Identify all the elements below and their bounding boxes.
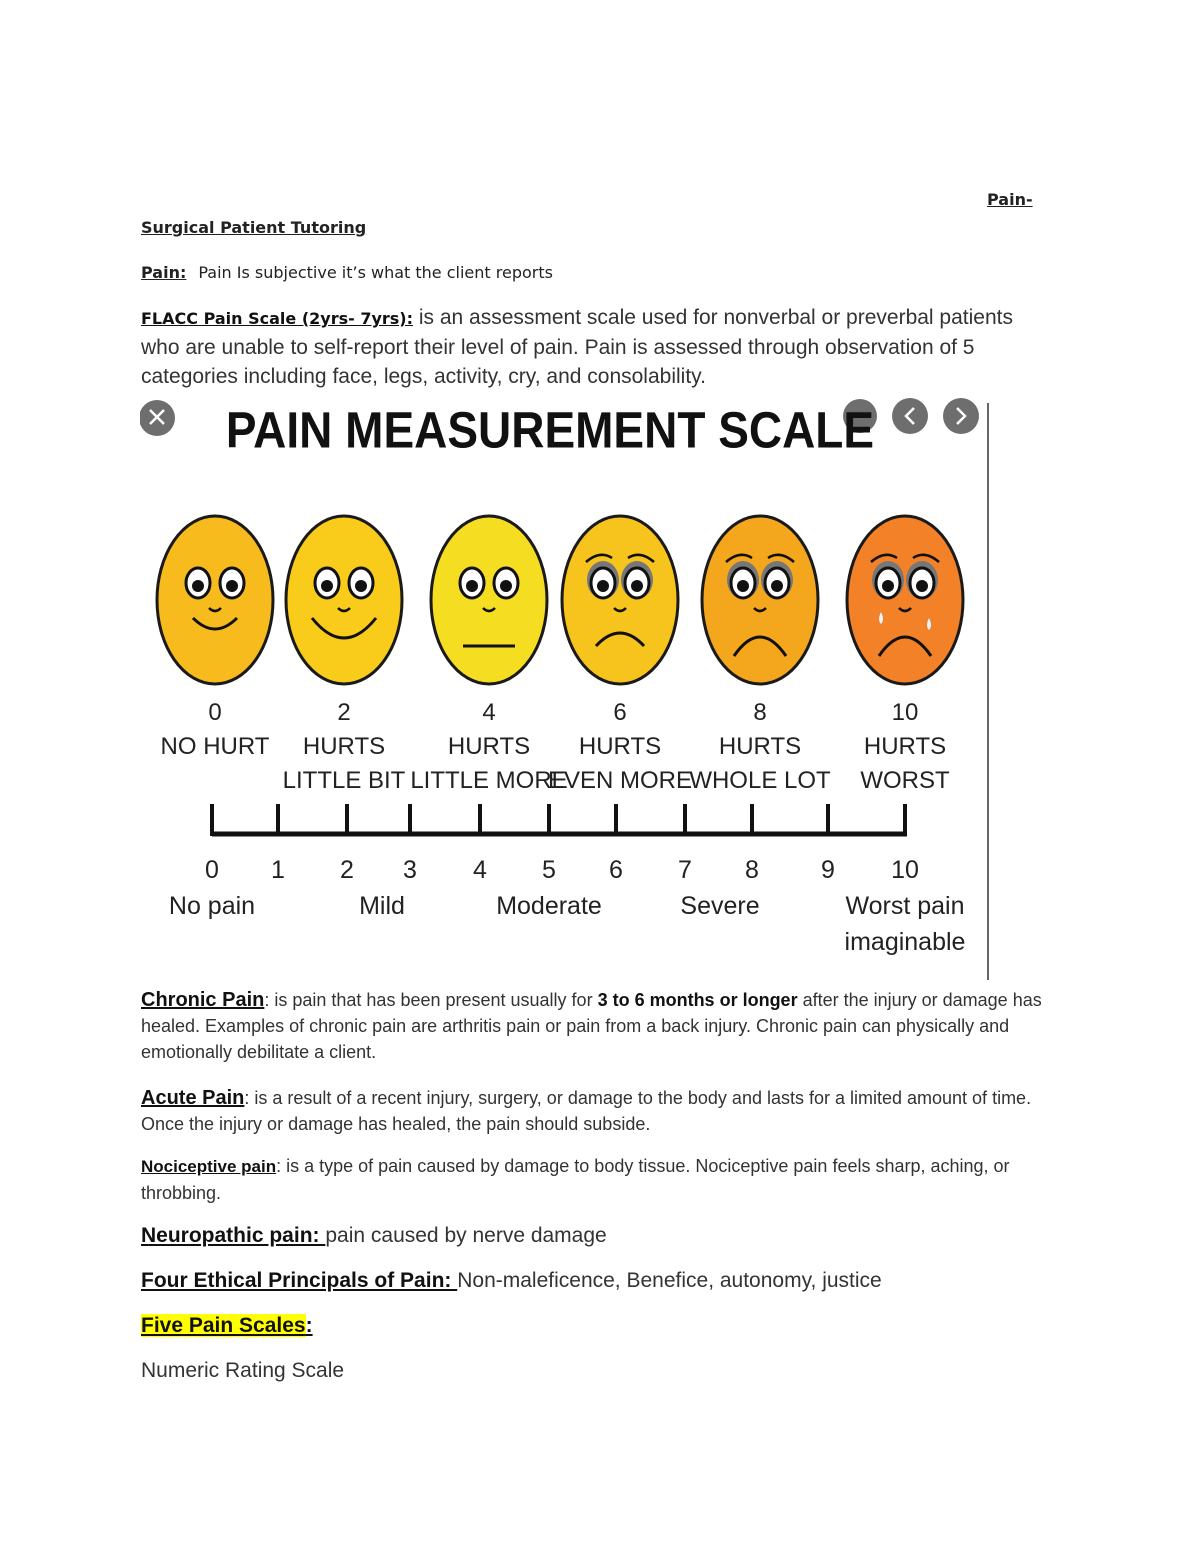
pain-face-8 (702, 516, 818, 684)
category-label-2: Moderate (496, 892, 602, 920)
page-title: Surgical Patient Tutoring (141, 218, 367, 237)
category-label-4: Worst pain (845, 892, 965, 920)
chronic-pain-text1: : is pain that has been present usually for (264, 990, 598, 1010)
pain-text: Pain Is subjective it’s what the client reports (198, 263, 553, 282)
pain-face-6 (562, 516, 678, 684)
face-label-0: NO HURT (160, 733, 270, 760)
acute-pain-section (141, 1085, 1071, 1137)
category-label-0: No pain (168, 892, 256, 920)
acute-pain-term: Acute Pain (141, 1087, 245, 1109)
ruler-number-1: 1 (271, 856, 285, 884)
ruler-number-8: 8 (745, 856, 759, 884)
ruler-number-3: 3 (403, 856, 417, 884)
face-number-4: 4 (482, 699, 496, 726)
flacc-text: is an assessment scale used for nonverbal or preverbal patients who are unable to self-report their level of pain. Pain is assessed through observation of 5 categories including face, legs, activity, cry, and consolability. (141, 306, 1013, 388)
ruler-number-4: 4 (473, 856, 487, 884)
pain-scale-image (140, 398, 990, 980)
face-label-2: HURTS (302, 733, 386, 760)
ruler-number-6: 6 (609, 856, 623, 884)
five-pain-scales-colon: : (305, 1314, 313, 1337)
ruler-number-0: 0 (205, 856, 219, 884)
chronic-pain-term: Chronic Pain (141, 989, 265, 1011)
nociceptive-pain-term: Nociceptive pain (141, 1157, 277, 1176)
pain-label: Pain: (141, 263, 187, 282)
ruler-number-5: 5 (542, 856, 556, 884)
pain-face-10 (847, 516, 963, 684)
flacc-section (141, 303, 1041, 391)
chronic-pain-section (141, 987, 1071, 1065)
face-number-10: 10 (891, 699, 919, 726)
five-pain-scales-term: Five Pain Scales (141, 1314, 306, 1337)
chevron-left-icon[interactable] (892, 398, 928, 434)
nociceptive-pain-section (141, 1153, 1071, 1206)
category-label-1: Mild (359, 892, 405, 920)
numeric-rating-scale: Numeric Rating Scale (141, 1359, 345, 1382)
acute-pain-text: : is a result of a recent injury, surgery, or damage to the body and lasts for a limited amount of time. Once the injury or damage has healed, the pain should subside. (141, 1088, 1032, 1134)
chronic-pain-text2: after the injury or damage has healed. Examples of chronic pain are arthritis pain or pain from a back injury. Chronic pain can physically and emotionally debilitate a client. (141, 990, 1042, 1062)
face-sublabel-10: WORST (860, 767, 950, 794)
ruler-number-7: 7 (678, 856, 692, 884)
header-tag: Pain- (987, 190, 1033, 209)
face-number-8: 8 (753, 699, 767, 726)
ruler-number-9: 9 (821, 856, 835, 884)
neuropathic-pain-term: Neuropathic pain: (141, 1224, 326, 1247)
face-sublabel-6: EVEN MORE (547, 767, 693, 794)
close-icon[interactable] (140, 400, 175, 436)
pain-definition (141, 263, 553, 282)
scale-title: PAIN MEASUREMENT SCALE (225, 402, 875, 460)
ethical-principals-text: Non-maleficence, Benefice, autonomy, justice (457, 1269, 882, 1292)
pain-ruler (212, 804, 907, 836)
chronic-pain-duration: 3 to 6 months or longer (597, 990, 798, 1010)
category-sublabel-4: imaginable (844, 928, 966, 956)
face-number-0: 0 (208, 699, 222, 726)
neuropathic-pain-text: pain caused by nerve damage (325, 1224, 607, 1247)
pain-face-4 (431, 516, 547, 684)
pain-face-0 (157, 516, 273, 684)
face-label-10: HURTS (863, 733, 947, 760)
category-label-3: Severe (680, 892, 760, 920)
pain-scale-graphic (140, 398, 990, 980)
nociceptive-pain-text: : is a type of pain caused by damage to body tissue. Nociceptive pain feels sharp, aching, or throbbing. (141, 1156, 1010, 1203)
five-pain-scales-section (141, 1312, 1071, 1340)
ethical-principals-section (141, 1267, 1071, 1295)
ethical-principals-term: Four Ethical Principals of Pain: (141, 1269, 458, 1292)
face-number-6: 6 (613, 699, 627, 726)
face-number-2: 2 (337, 699, 351, 726)
face-label-4: HURTS (447, 733, 531, 760)
flacc-label: FLACC Pain Scale (2yrs- 7yrs): (141, 309, 413, 328)
ruler-number-2: 2 (340, 856, 354, 884)
face-label-8: HURTS (718, 733, 802, 760)
face-label-6: HURTS (578, 733, 662, 760)
neuropathic-pain-section (141, 1222, 1071, 1250)
chevron-right-icon[interactable] (943, 398, 979, 434)
pain-face-2 (286, 516, 402, 684)
ruler-number-10: 10 (891, 856, 919, 884)
face-sublabel-8: WHOLE LOT (689, 767, 831, 794)
face-sublabel-4: LITTLE MORE (410, 767, 568, 794)
face-sublabel-2: LITTLE BIT (282, 767, 406, 794)
